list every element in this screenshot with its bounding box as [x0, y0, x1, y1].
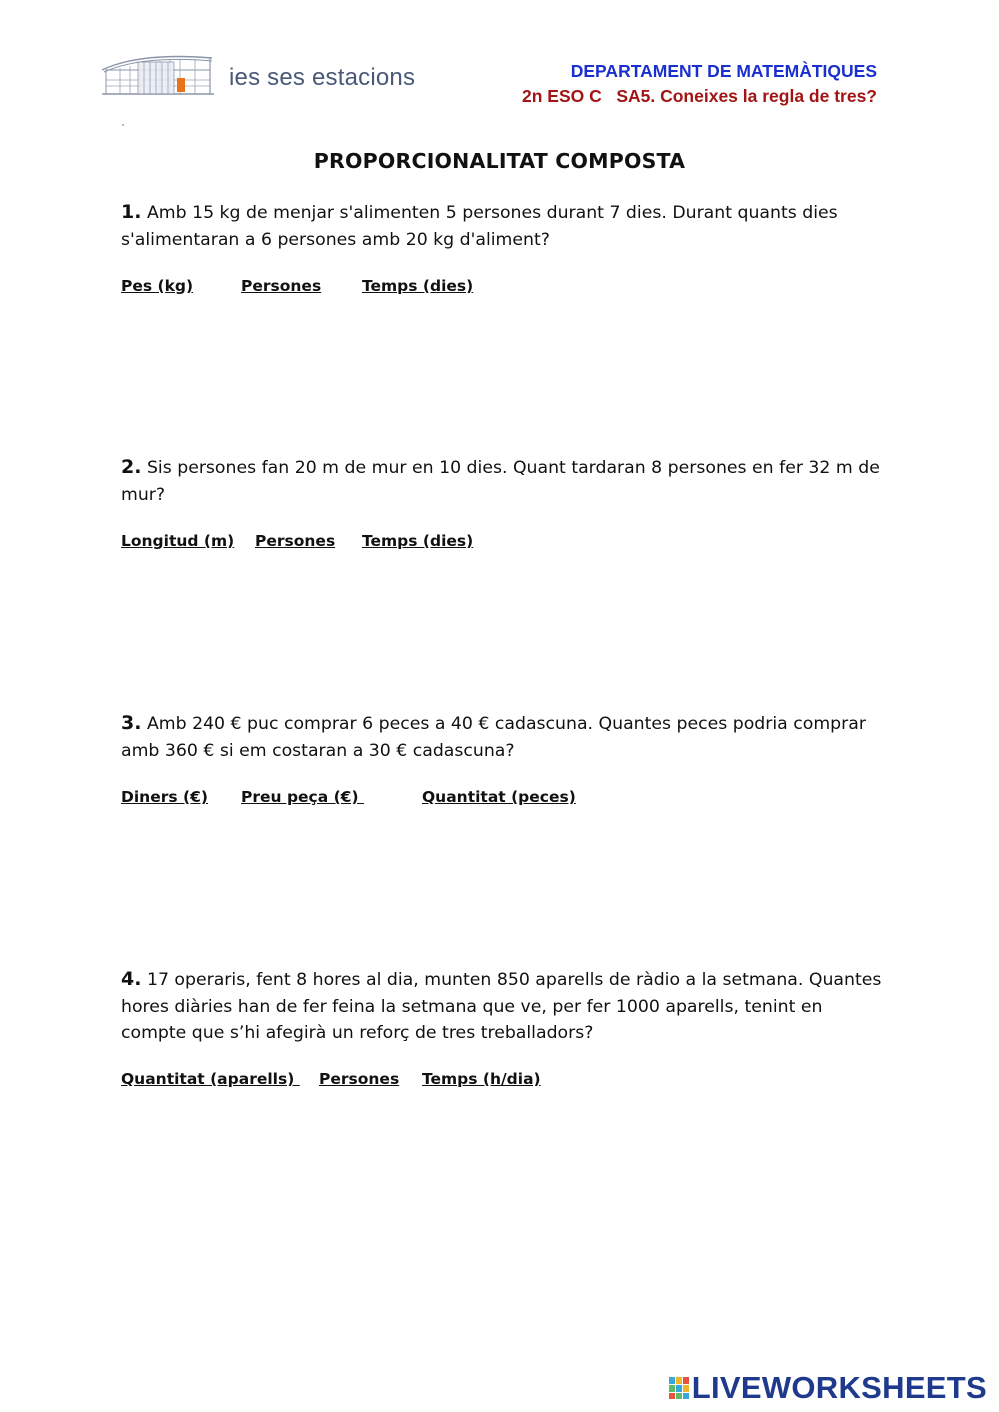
column-header: Persones [255, 532, 336, 550]
problem-2 [121, 454, 891, 508]
problem-1 [121, 199, 891, 253]
liveworksheets-icon [668, 1376, 690, 1400]
problem-text: 17 operaris, fent 8 hores al dia, munten 850 aparells de ràdio a la setmana. Quantes hores diàries han de fer feina la setmana que ve, per fer 1000 aparells, tenint en compte que s’hi afegirà un reforç de tres treballadors? [121, 970, 882, 1043]
column-header: Persones [241, 277, 322, 295]
liveworksheets-brand: LIVEWORKSHEETS [691, 1370, 987, 1405]
problem-4 [121, 966, 891, 1047]
school-building-logo [100, 44, 216, 98]
problem-number: 3. [121, 712, 142, 734]
column-header: Quantitat (peces) [422, 788, 576, 806]
liveworksheets-logo [668, 1370, 987, 1406]
problem-3 [121, 710, 891, 764]
column-header: Longitud (m) [121, 532, 235, 550]
column-header: Preu peça (€) [241, 788, 364, 806]
course-subtitle: 2n ESO C SA5. Coneixes la regla de tres? [522, 86, 877, 106]
school-name: ies ses estacions [229, 64, 416, 91]
problem-text: Amb 240 € puc comprar 6 peces a 40 € cadascuna. Quantes peces podria comprar amb 360 € si em costaran a 30 € cadascuna? [121, 714, 866, 761]
column-header: Persones [319, 1070, 400, 1088]
department-title: DEPARTAMENT DE MATEMÀTIQUES [570, 61, 877, 81]
problem-text: Sis persones fan 20 m de mur en 10 dies. Quant tardaran 8 persones en fer 32 m de mur? [121, 458, 880, 505]
column-header: Diners (€) [121, 788, 208, 806]
problem-number: 1. [121, 201, 142, 223]
column-header: Quantitat (aparells) [121, 1070, 300, 1088]
column-header: Temps (dies) [362, 277, 474, 295]
problem-number: 4. [121, 968, 142, 990]
column-header: Temps (dies) [362, 532, 474, 550]
problem-number: 2. [121, 456, 142, 478]
column-header: Temps (h/dia) [422, 1070, 541, 1088]
stray-mark [122, 124, 124, 126]
problem-text: Amb 15 kg de menjar s'alimenten 5 persones durant 7 dies. Durant quants dies s'alimentaran a 6 persones amb 20 kg d'aliment? [121, 203, 838, 250]
page-title: PROPORCIONALITAT COMPOSTA [313, 149, 686, 173]
column-header: Pes (kg) [121, 277, 194, 295]
